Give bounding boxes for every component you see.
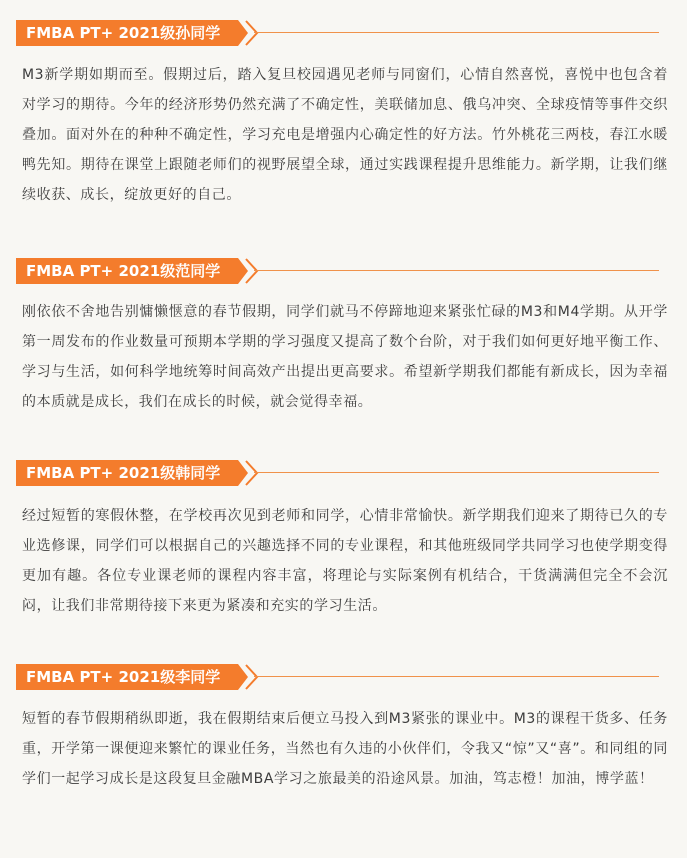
section-body-text: 短暂的春节假期稍纵即逝，我在假期结束后便立马投入到M3紧张的课业中。M3的课程干货多、任务重，开学第一课便迎来繁忙的课业任务，当然也有久违的小伙伴们，令我又“惊”又“喜”。和同组的同学们一起学习成长是这段复旦金融MBA学习之旅最美的沿途风景。加油，笃志橙！加油，博学蓝！: [22, 711, 668, 787]
section-title: FMBA PT+ 2021级孙同学: [26, 24, 221, 42]
section-title: FMBA PT+ 2021级李同学: [26, 668, 221, 686]
section-title-banner: [16, 664, 262, 690]
section-title-rule: [254, 270, 659, 271]
section-title-banner: [16, 20, 262, 46]
section-body-text: 刚依依不舍地告别慵懒惬意的春节假期，同学们就马不停蹄地迎来紧张忙碌的M3和M4学期。从开学第一周发布的作业数量可预期本学期的学习强度又提高了数个台阶，对于我们如何更好地平衡工作、学习与生活，如何科学地统筹时间高效产出提出更高要求。希望新学期我们都能有新成长，因为幸福的本质就是成长，我们在成长的时候，就会觉得幸福。: [22, 304, 668, 410]
section-title: FMBA PT+ 2021级韩同学: [26, 464, 221, 482]
section-title-rule: [254, 32, 659, 33]
section-body-text: M3新学期如期而至。假期过后，踏入复旦校园遇见老师与同窗们，心情自然喜悦，喜悦中也包含着对学习的期待。今年的经济形势仍然充满了不确定性，美联储加息、俄乌冲突、全球疫情等事件交织叠加。面对外在的种种不确定性，学习充电是增强内心确定性的好方法。竹外桃花三两枝，春江水暖鸭先知。期待在课堂上跟随老师们的视野展望全球，通过实践课程提升思维能力。新学期，让我们继续收获、成长，绽放更好的自己。: [22, 67, 668, 203]
section-title: FMBA PT+ 2021级范同学: [26, 262, 221, 280]
section-title-banner: [16, 460, 262, 486]
section-body-text: 经过短暂的寒假休整，在学校再次见到老师和同学，心情非常愉快。新学期我们迎来了期待已久的专业选修课，同学们可以根据自己的兴趣选择不同的专业课程，和其他班级同学共同学习也使学期变得更加有趣。各位专业课老师的课程内容丰富，将理论与实际案例有机结合，干货满满但完全不会沉闷，让我们非常期待接下来更为紧凑和充实的学习生活。: [22, 508, 668, 614]
section-title-rule: [254, 472, 659, 473]
section-title-rule: [254, 676, 659, 677]
section-title-banner: [16, 258, 262, 284]
